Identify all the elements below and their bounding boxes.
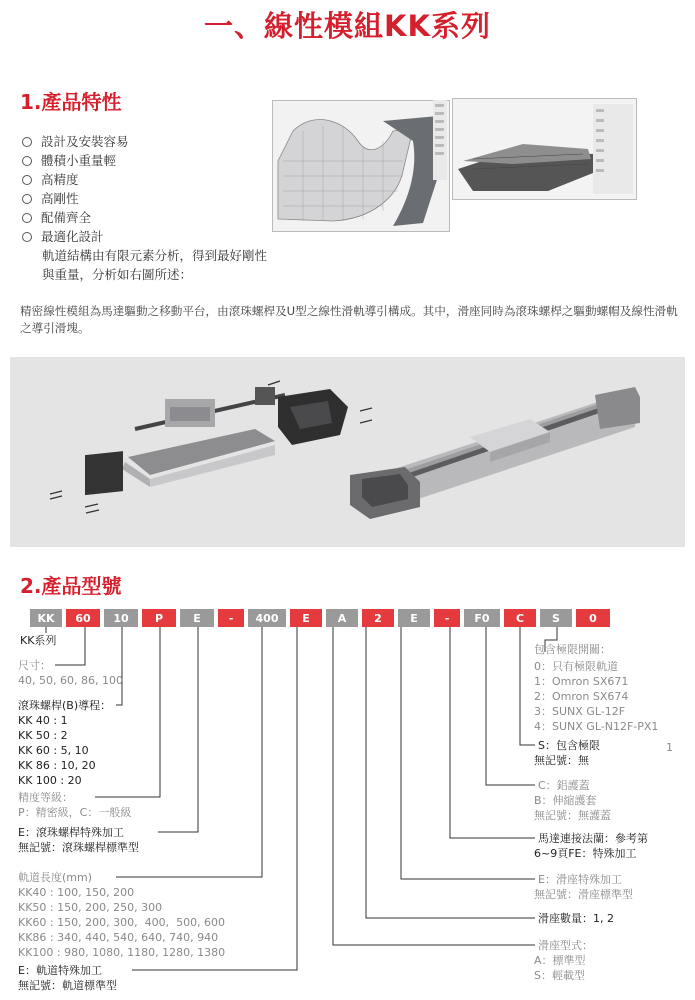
label-rail-value: KK40 : 100, 150, 200 <box>18 886 135 899</box>
feature-item: 體積小重量輕 <box>22 151 267 170</box>
feature-item: 高剛性 <box>22 189 267 208</box>
label-lead-value: KK 86 : 10, 20 <box>18 759 96 772</box>
label-slider-special: E：滑座特殊加工 <box>538 873 622 886</box>
code-cell: 2 <box>362 609 394 627</box>
label-slider-count: 滑座數量：1, 2 <box>538 912 614 925</box>
code-cell: C <box>504 609 536 627</box>
label-slider-type-standard: A：標準型 <box>534 954 586 967</box>
label-slider-standard: 無記號：滑座標準型 <box>534 888 633 901</box>
label-limit-value: 0：只有極限軌道 <box>534 660 618 673</box>
label-lead-value: KK 50 : 2 <box>18 729 68 742</box>
page-title: 一、線性模組KK系列 <box>204 9 491 43</box>
code-cell: 10 <box>104 609 138 627</box>
label-cover-bellows: B：伸縮護套 <box>534 794 597 807</box>
feature-item: 配備齊全 <box>22 208 267 227</box>
label-lead-value: KK 40 : 1 <box>18 714 68 727</box>
code-cell: A <box>326 609 358 627</box>
label-grade-values: P：精密級，C：一般級 <box>18 806 132 819</box>
code-cell: KK <box>30 609 62 627</box>
label-lead-value: KK 60 : 5, 10 <box>18 744 89 757</box>
feature-item: 高精度 <box>22 170 267 189</box>
label-size-values: 40, 50, 60, 86, 100 <box>18 674 123 687</box>
section-heading-features: 1.產品特性 <box>20 90 122 114</box>
label-motor-flange: 馬達連接法蘭：參考第 <box>538 832 648 845</box>
stray-digit: 1 <box>666 741 673 754</box>
label-limit-title: 包含極限開關： <box>534 643 611 656</box>
code-cell: E <box>398 609 430 627</box>
label-slider-type-title: 滑座型式： <box>538 939 593 952</box>
feature-detail-line: 與重量，分析如右圖所述： <box>42 267 193 282</box>
label-rail-value: KK100 : 980, 1080, 1180, 1280, 1380 <box>18 946 226 959</box>
label-limit-value: 2：Omron SX674 <box>534 690 629 703</box>
code-cell: - <box>218 609 244 627</box>
section-heading-model: 2.產品型號 <box>20 574 122 598</box>
code-cell: - <box>434 609 460 627</box>
code-cell: S <box>540 609 572 627</box>
label-sensor-none: 無記號：無 <box>534 754 589 767</box>
label-rail-value: KK60 : 150, 200, 300, 400, 500, 600 <box>18 916 226 929</box>
code-cell: E <box>180 609 214 627</box>
label-rail-standard: 無記號：軌道標準型 <box>18 979 117 992</box>
code-cell: F0 <box>464 609 500 627</box>
feature-item: 設計及安裝容易 <box>22 132 267 151</box>
label-size-title: 尺寸： <box>18 659 51 672</box>
label-sensor-included: S：包含極限 <box>538 739 600 752</box>
label-slider-type-light: S：輕載型 <box>534 969 585 982</box>
label-grade-title: 精度等級： <box>18 791 73 804</box>
feature-detail-line: 軌道結構由有限元素分析，得到最好剛性 <box>42 248 268 263</box>
feature-item: 最適化設計 <box>22 227 267 246</box>
label-rail-special: E：軌道特殊加工 <box>18 964 102 977</box>
code-cell: P <box>142 609 176 627</box>
label-rail-title: 軌道長度(mm) <box>18 871 93 884</box>
code-cell: E <box>290 609 322 627</box>
label-screw-standard: 無記號：滾珠螺桿標準型 <box>18 841 139 854</box>
label-series: KK系列 <box>20 634 57 647</box>
label-limit-value: 1：Omron SX671 <box>534 675 629 688</box>
code-cell: 0 <box>576 609 610 627</box>
label-cover-aluminum: C：鋁護蓋 <box>538 779 590 792</box>
module-description: 精密線性模組為馬達驅動之移動平台，由滾珠螺桿及U型之線性滑軌導引構成。其中，滑座同時為滾珠螺桿之驅動螺帽及線性滑軌之導引滑塊。 <box>20 304 678 335</box>
code-cell: 60 <box>66 609 100 627</box>
model-code-bar <box>30 609 610 627</box>
label-rail-value: KK86 : 340, 440, 540, 640, 740, 940 <box>18 931 219 944</box>
label-lead-title: 滾珠螺桿(B)導程： <box>18 699 112 712</box>
label-motor-special: 6~9頁FE：特殊加工 <box>534 847 637 860</box>
label-limit-value: 4：SUNX GL-N12F-PX1 <box>534 720 659 733</box>
code-cell: 400 <box>248 609 286 627</box>
label-screw-special: E：滾珠螺桿特殊加工 <box>18 826 124 839</box>
label-lead-value: KK 100 : 20 <box>18 774 82 787</box>
label-cover-none: 無記號：無護蓋 <box>534 809 611 822</box>
label-limit-value: 3：SUNX GL-12F <box>534 705 626 718</box>
label-rail-value: KK50 : 150, 200, 250, 300 <box>18 901 163 914</box>
